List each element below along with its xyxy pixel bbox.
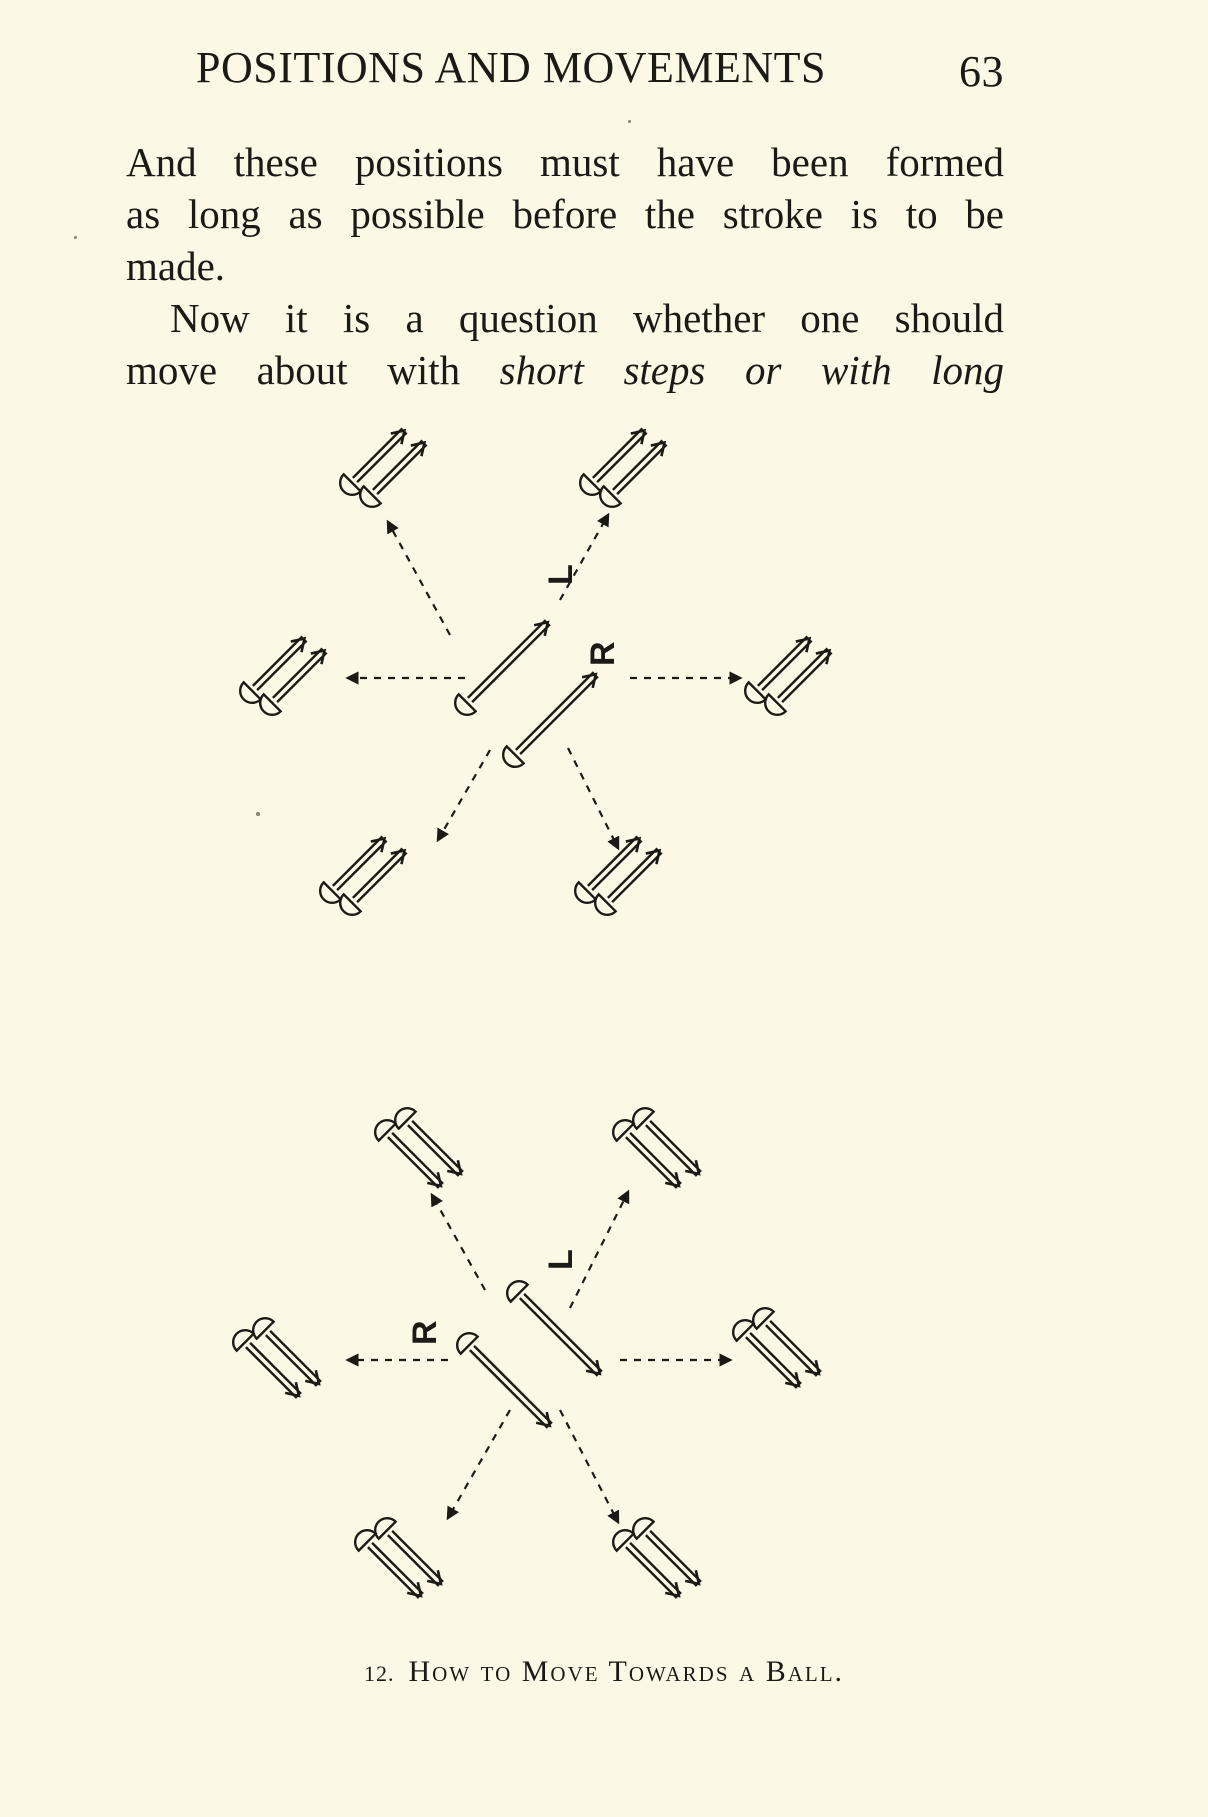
foot-left xyxy=(580,428,646,494)
foot-shaft xyxy=(372,1543,423,1594)
foot-pair-lower-right xyxy=(613,1518,701,1598)
foot-shaft xyxy=(472,624,550,702)
foot-shaft xyxy=(266,1335,317,1386)
foot-right xyxy=(260,648,326,714)
foot-shaft xyxy=(388,1535,439,1586)
center-foot-left xyxy=(455,620,550,715)
foot-shaft xyxy=(373,440,422,489)
foot-shaft xyxy=(520,676,598,754)
foot-shaft xyxy=(353,848,402,897)
foot-left xyxy=(733,1320,801,1388)
move-arrow-upper-left xyxy=(432,1195,485,1290)
foot-shaft xyxy=(650,1121,701,1172)
foot-shaft xyxy=(758,636,807,685)
foot-heel xyxy=(375,1120,395,1140)
foot-heel xyxy=(753,1308,773,1328)
foot-shaft xyxy=(597,433,646,482)
foot-shaft xyxy=(337,841,386,890)
running-head-title: POSITIONS AND MOVEMENTS xyxy=(196,43,826,92)
page-speck xyxy=(628,120,631,123)
foot-shaft xyxy=(650,1531,701,1582)
foot-heel xyxy=(575,882,595,902)
foot-shaft xyxy=(746,1337,797,1388)
foot-shaft xyxy=(593,428,642,477)
foot-heel xyxy=(745,682,765,702)
foot-shaft xyxy=(750,1333,801,1384)
foot-right xyxy=(340,848,406,914)
foot-pair-upper-left xyxy=(375,1108,463,1188)
foot-heel xyxy=(457,1333,477,1353)
foot-shaft xyxy=(524,1294,602,1372)
foot-heel xyxy=(633,1518,653,1538)
foot-heel xyxy=(375,1518,395,1538)
foot-heel xyxy=(455,694,475,714)
foot-right xyxy=(600,440,666,506)
foot-pair-lower-left xyxy=(355,1518,443,1598)
foot-pair-lower-right xyxy=(575,836,661,914)
foot-shaft xyxy=(368,1547,419,1598)
foot-shaft xyxy=(626,1547,677,1598)
paragraph-1-line-3: made. xyxy=(126,243,226,289)
foot-pair-left xyxy=(240,636,326,714)
foot-shaft xyxy=(333,836,382,885)
foot-right xyxy=(633,1518,701,1586)
foot-pair-lower-left xyxy=(320,836,406,914)
foot-left xyxy=(575,836,641,902)
foot-shaft xyxy=(630,1133,681,1184)
page-speck xyxy=(256,812,260,816)
foot-shaft xyxy=(778,648,827,697)
body-text xyxy=(126,136,1004,396)
foot-left xyxy=(340,428,406,494)
foot-shaft xyxy=(277,653,326,702)
foot-shaft xyxy=(630,1543,681,1594)
paragraph-2-line-1: Now it is a question whether one should xyxy=(170,295,1004,341)
footwork-figure xyxy=(200,410,900,1650)
figure-number: 12. xyxy=(363,1661,395,1686)
foot-shaft xyxy=(257,641,306,690)
foot-pair-upper-left xyxy=(340,428,426,506)
foot-shaft xyxy=(353,428,402,477)
paragraph-2-line-2 xyxy=(126,344,1004,396)
foot-shaft xyxy=(613,440,662,489)
foot-right xyxy=(753,1308,821,1376)
paragraph-2-plain-text: move about with xyxy=(126,347,461,393)
foot-pair-right xyxy=(733,1308,821,1388)
center-foot-right xyxy=(457,1333,552,1428)
foot-shaft xyxy=(592,841,641,890)
top-diagram xyxy=(240,428,831,914)
foot-heel xyxy=(240,682,260,702)
foot-heel xyxy=(260,694,280,714)
foot-shaft xyxy=(617,445,666,494)
foot-heel xyxy=(633,1108,653,1128)
foot-left xyxy=(233,1330,301,1398)
foot-shaft xyxy=(388,1137,439,1188)
foot-heel xyxy=(595,894,615,914)
foot-shaft xyxy=(520,1298,598,1376)
move-arrow-lower-right xyxy=(560,1410,618,1522)
foot-left xyxy=(375,1120,443,1188)
foot-shaft xyxy=(357,853,406,902)
caption-text: How to Move Towards a Ball. xyxy=(408,1655,845,1688)
foot-shaft xyxy=(246,1347,297,1398)
foot-left xyxy=(613,1530,681,1598)
foot-right xyxy=(633,1108,701,1176)
foot-shaft xyxy=(408,1125,459,1176)
center-foot-right xyxy=(503,672,598,767)
top-diagram-label-right: R xyxy=(584,641,622,666)
bottom-diagram-label-left: L xyxy=(542,1249,580,1270)
top-diagram-label-left: L xyxy=(542,564,580,585)
paragraph-1-line-2: as long as possible before the stroke is to be xyxy=(126,191,1004,237)
foot-shaft xyxy=(646,1125,697,1176)
foot-shaft xyxy=(516,672,594,750)
foot-right xyxy=(395,1108,463,1176)
foot-shaft xyxy=(626,1137,677,1188)
foot-right xyxy=(360,440,426,506)
foot-left xyxy=(745,636,811,702)
foot-right xyxy=(765,648,831,714)
foot-left xyxy=(320,836,386,902)
foot-shaft xyxy=(392,1133,443,1184)
page-speck xyxy=(74,236,77,239)
foot-shaft xyxy=(253,636,302,685)
foot-heel xyxy=(320,882,340,902)
foot-shaft xyxy=(270,1331,321,1382)
foot-heel xyxy=(600,486,620,506)
foot-pair-upper-right xyxy=(580,428,666,506)
foot-shaft xyxy=(468,620,546,698)
page-number: 63 xyxy=(959,47,1004,96)
foot-shaft xyxy=(612,853,661,902)
move-arrow-upper-right xyxy=(560,515,608,600)
foot-shaft xyxy=(392,1531,443,1582)
move-arrow-lower-left xyxy=(448,1410,510,1518)
foot-heel xyxy=(253,1318,273,1338)
foot-shaft xyxy=(357,433,406,482)
foot-shaft xyxy=(273,648,322,697)
figure-caption xyxy=(0,1655,1208,1689)
foot-left xyxy=(613,1120,681,1188)
foot-heel xyxy=(733,1320,753,1340)
foot-heel xyxy=(613,1120,633,1140)
bottom-diagram-label-right: R xyxy=(406,1320,444,1345)
foot-heel xyxy=(340,894,360,914)
foot-pair-upper-right xyxy=(613,1108,701,1188)
foot-shaft xyxy=(770,1321,821,1372)
foot-heel xyxy=(233,1330,253,1350)
foot-right xyxy=(595,848,661,914)
foot-heel xyxy=(395,1108,415,1128)
foot-shaft xyxy=(782,653,831,702)
foot-left xyxy=(240,636,306,702)
foot-heel xyxy=(765,694,785,714)
move-arrow-lower-left xyxy=(438,750,490,840)
foot-shaft xyxy=(470,1350,548,1428)
foot-heel xyxy=(355,1530,375,1550)
foot-right xyxy=(375,1518,443,1586)
foot-shaft xyxy=(766,1325,817,1376)
move-arrow-lower-right xyxy=(568,748,618,848)
foot-shaft xyxy=(762,641,811,690)
foot-heel xyxy=(360,486,380,506)
foot-shaft xyxy=(588,836,637,885)
foot-heel xyxy=(580,474,600,494)
center-foot-left xyxy=(507,1281,602,1376)
foot-heel xyxy=(340,474,360,494)
foot-shaft xyxy=(377,445,426,494)
foot-shaft xyxy=(250,1343,301,1394)
foot-heel xyxy=(613,1530,633,1550)
foot-pair-right xyxy=(745,636,831,714)
paragraph-2-italic-text: short steps or with long xyxy=(499,347,1004,393)
move-arrow-upper-left xyxy=(388,522,450,635)
bottom-diagram xyxy=(233,1108,821,1598)
foot-shaft xyxy=(608,848,657,897)
running-head xyxy=(196,42,1004,102)
foot-heel xyxy=(503,746,523,766)
foot-pair-left xyxy=(233,1318,321,1398)
foot-shaft xyxy=(474,1346,552,1424)
foot-right xyxy=(253,1318,321,1386)
foot-left xyxy=(355,1530,423,1598)
paragraph-1-line-1: And these positions must have been formed xyxy=(126,139,1004,185)
footwork-diagram xyxy=(200,410,900,1650)
foot-shaft xyxy=(412,1121,463,1172)
foot-heel xyxy=(507,1281,527,1301)
foot-shaft xyxy=(646,1535,697,1586)
